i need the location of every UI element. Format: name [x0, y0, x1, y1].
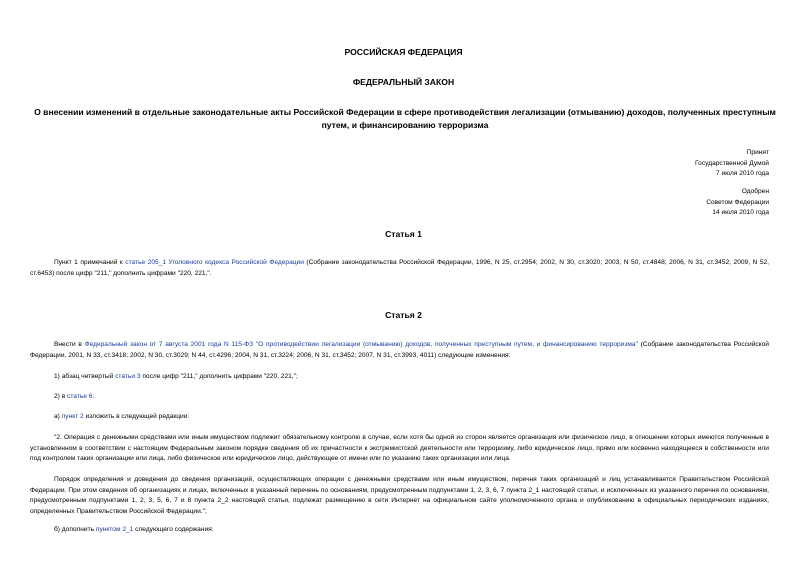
item-2-end: :	[92, 393, 95, 400]
item-a-end: изложить в следующей редакции:	[83, 413, 190, 420]
approval-block	[706, 187, 769, 219]
article-1-heading: Статья 1	[385, 229, 422, 239]
article-1-text	[30, 258, 769, 279]
document-type-heading: ФЕДЕРАЛЬНЫЙ ЗАКОН	[352, 77, 455, 87]
point-2-1-link[interactable]: пунктом 2_1	[95, 526, 134, 533]
approval-date: 14 июля 2010 года	[712, 209, 769, 216]
item-a	[54, 413, 189, 420]
adoption-label: Принят	[746, 149, 769, 156]
article-3-link[interactable]: статьи 3	[115, 373, 141, 380]
article-2-intro	[30, 340, 769, 361]
item-b	[54, 526, 214, 533]
federal-law-115-link[interactable]: Федеральный закон от 7 августа 2001 года N 115-ФЗ "О противодействии легализации (отмыванию) доходов, полученных преступным путем, и финансированию терроризма"	[84, 341, 638, 348]
item-a-start: а)	[54, 413, 62, 420]
adoption-block	[695, 148, 769, 180]
article-6-link[interactable]: статье 6	[67, 393, 93, 400]
adoption-date: 7 июля 2010 года	[715, 170, 769, 177]
article-2-heading: Статья 2	[385, 310, 422, 320]
item-b-start: б) дополнить	[54, 526, 96, 533]
article-2-intro-start: Внести в	[54, 341, 85, 348]
point-2-link[interactable]: пункт 2	[61, 413, 84, 420]
country-heading: РОССИЙСКАЯ ФЕДЕРАЦИЯ	[344, 47, 463, 57]
approval-body: Советом Федерации	[706, 198, 769, 206]
item-1	[54, 373, 298, 380]
quote-paragraph-1: "2. Операция с денежными средствами или иным имуществом подлежит обязательному контролю в случае, если хотя бы одной из сторон является организация или физическое лицо, в отношении которых имеются полученные в установленном в соответствии с настоящим Федеральным законом порядке сведения об их причастности к экстремистской деятельности или терроризму, либо юридическое лицо, прямо или косвенно находящееся в собственности или под контролем таких организации или лица, либо физическое или юридическое лицо, действующее от имени или по указанию таких организации или лица.	[30, 434, 769, 463]
item-2-start: 2) в	[54, 393, 68, 400]
adoption-body: Государственной Думой	[695, 159, 769, 167]
criminal-code-link[interactable]: статье 205_1 Уголовного кодекса Российской Федерации	[125, 259, 304, 266]
item-1-end: после цифр "211," дополнить цифрами "220, 221,";	[140, 373, 298, 380]
quote-paragraph-2: Порядок определения и доведения до сведения организаций, осуществляющих операции с денежными средствами или иным имуществом, перечня таких организаций и лиц устанавливается Правительством Российской Федерации. При этом сведения об организациях и лицах, включенных в указанный перечень по основаниям, предусмотренным подпунктами 1, 2, 3, 6, 7 пункта 2_1 настоящей статьи, и исключенных из указанного перечня по основаниям, предусмотренным подпунктами 1, 2, 3, 5, 6, 7 и 8 пункта 2_2 настоящей статьи, подлежат размещению в сети Интернет на официальном сайте уполномоченного органа и опубликованию в официальных периодических изданиях, определенных Правительством Российской Федерации.";	[30, 476, 769, 516]
item-b-end: следующего содержания:	[133, 526, 214, 533]
article-2-intro-end: (Собрание законодательства Российской Федерации, 2001, N 33, ст.3418; 2002, N 30, ст.3029; N 44, ст.4296; 2004, N 31, ст.3224; 2006, N 31, ст.3452; 2007, N 31, ст.3993, 4011) следующие изменения:	[30, 341, 769, 359]
item-1-start: 1) абзац четвертый	[54, 373, 116, 380]
article-1-text-start: Пункт 1 примечаний к	[54, 259, 126, 266]
article-1-text-end: (Собрание законодательства Российской Федерации, 1996, N 25, ст.2954; 2002, N 30, ст.3020; 2003, N 50, ст.4848; 2006, N 31, ст.3452; 2009, N 52, ст.6453) после цифр "211," дополнить цифрами "220, 221,".	[30, 259, 769, 277]
item-2	[54, 393, 94, 400]
law-title: О внесении изменений в отдельные законодательные акты Российской Федерации в сфере противодействия легализации (отмыванию) доходов, полученных преступным путем, и финансированию терроризма	[34, 107, 776, 130]
approval-label: Одобрен	[741, 188, 769, 195]
